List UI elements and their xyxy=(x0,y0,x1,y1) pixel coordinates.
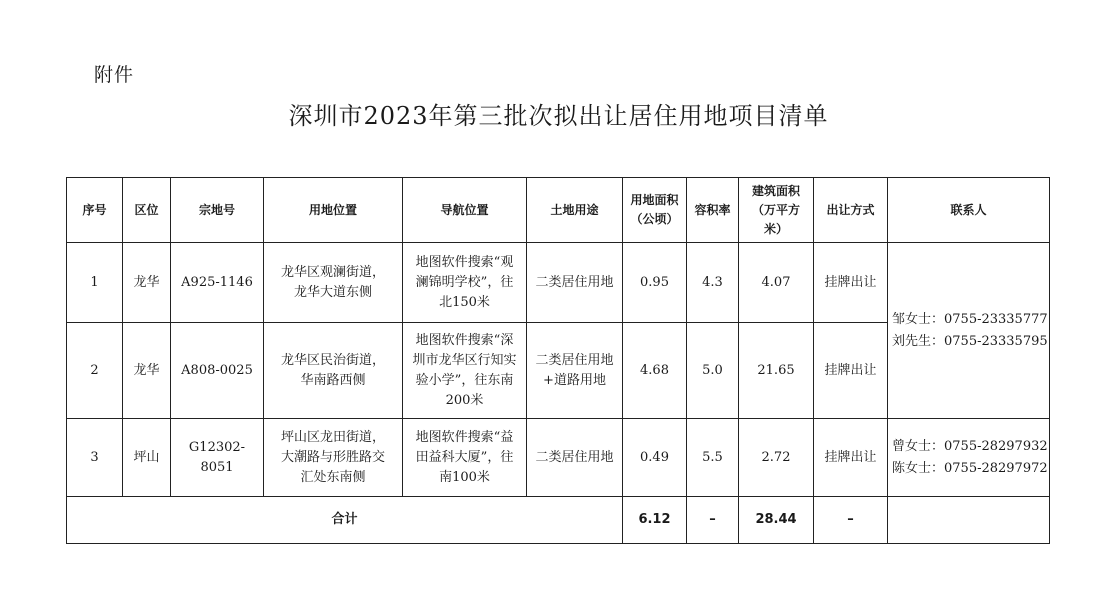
cell-location xyxy=(264,323,403,419)
total-floor-area: 28.44 xyxy=(739,497,814,544)
cell-method: 挂牌出让 xyxy=(814,419,888,497)
table-row xyxy=(67,243,1050,323)
cell-method: 挂牌出让 xyxy=(814,323,888,419)
navigation-text: 地图软件搜索“观澜锦明学校”，往北150米 xyxy=(415,254,514,310)
cell-seq: 1 xyxy=(67,243,123,323)
header-navigation: 导航位置 xyxy=(403,178,527,243)
cell-area: 0.95 xyxy=(623,243,687,323)
cell-floor-area: 2.72 xyxy=(739,419,814,497)
location-text: 坪山区龙田街道，大潮路与形胜路交汇处东南侧 xyxy=(281,429,386,485)
header-district: 区位 xyxy=(123,178,171,243)
cell-floor-area: 21.65 xyxy=(739,323,814,419)
header-floor-area xyxy=(739,178,814,243)
table-header-row xyxy=(67,178,1050,243)
total-row xyxy=(67,497,1050,544)
cell-area: 0.49 xyxy=(623,419,687,497)
cell-land-use: 二类居住用地 xyxy=(527,419,623,497)
header-method: 出让方式 xyxy=(814,178,888,243)
cell-far: 5.0 xyxy=(687,323,739,419)
cell-district: 龙华 xyxy=(123,323,171,419)
contact-longhua-1: 邹女士：0755-23335777 xyxy=(892,311,1048,327)
cell-far: 5.5 xyxy=(687,419,739,497)
cell-floor-area: 4.07 xyxy=(739,243,814,323)
land-use-text: 二类居住用地+道路用地 xyxy=(535,352,614,388)
cell-parcel: G12302-8051 xyxy=(171,419,264,497)
header-far: 容积率 xyxy=(687,178,739,243)
location-text: 龙华区观澜街道，龙华大道东侧 xyxy=(281,264,386,300)
contact-pingshan-2: 陈女士：0755-28297972 xyxy=(892,460,1048,476)
total-contact xyxy=(888,497,1050,544)
cell-district: 坪山 xyxy=(123,419,171,497)
table-row xyxy=(67,419,1050,497)
cell-area: 4.68 xyxy=(623,323,687,419)
cell-district: 龙华 xyxy=(123,243,171,323)
cell-location xyxy=(264,243,403,323)
location-text: 龙华区民治街道，华南路西侧 xyxy=(281,352,386,388)
land-project-table xyxy=(66,177,1050,544)
total-area: 6.12 xyxy=(623,497,687,544)
total-method: – xyxy=(814,497,888,544)
header-floor-area-text: 建筑面积（万平方米） xyxy=(751,183,800,236)
header-contact: 联系人 xyxy=(888,178,1050,243)
header-area xyxy=(623,178,687,243)
header-land-use: 土地用途 xyxy=(527,178,623,243)
cell-land-use xyxy=(527,323,623,419)
contact-longhua-2: 刘先生：0755-23335795 xyxy=(892,333,1048,349)
cell-parcel: A808-0025 xyxy=(171,323,264,419)
attachment-label: 附件 xyxy=(94,64,135,86)
contact-pingshan-1: 曾女士：0755-28297932 xyxy=(892,438,1048,454)
navigation-text: 地图软件搜索“益田益科大厦”，往南100米 xyxy=(415,429,514,485)
cell-contact-longhua xyxy=(888,243,1050,419)
header-seq: 序号 xyxy=(67,178,123,243)
cell-seq: 2 xyxy=(67,323,123,419)
cell-contact-pingshan xyxy=(888,419,1050,497)
header-location: 用地位置 xyxy=(264,178,403,243)
cell-land-use: 二类居住用地 xyxy=(527,243,623,323)
header-area-text: 用地面积（公顷） xyxy=(630,193,679,226)
cell-seq: 3 xyxy=(67,419,123,497)
cell-navigation xyxy=(403,323,527,419)
cell-navigation xyxy=(403,243,527,323)
cell-navigation xyxy=(403,419,527,497)
navigation-text: 地图软件搜索“深圳市龙华区行知实验小学”，往东南200米 xyxy=(412,332,517,408)
cell-location xyxy=(264,419,403,497)
cell-far: 4.3 xyxy=(687,243,739,323)
cell-method: 挂牌出让 xyxy=(814,243,888,323)
document-title: 深圳市2023年第三批次拟出让居住用地项目清单 xyxy=(288,102,829,130)
total-far: – xyxy=(687,497,739,544)
header-parcel: 宗地号 xyxy=(171,178,264,243)
cell-parcel: A925-1146 xyxy=(171,243,264,323)
total-label: 合计 xyxy=(67,497,623,544)
